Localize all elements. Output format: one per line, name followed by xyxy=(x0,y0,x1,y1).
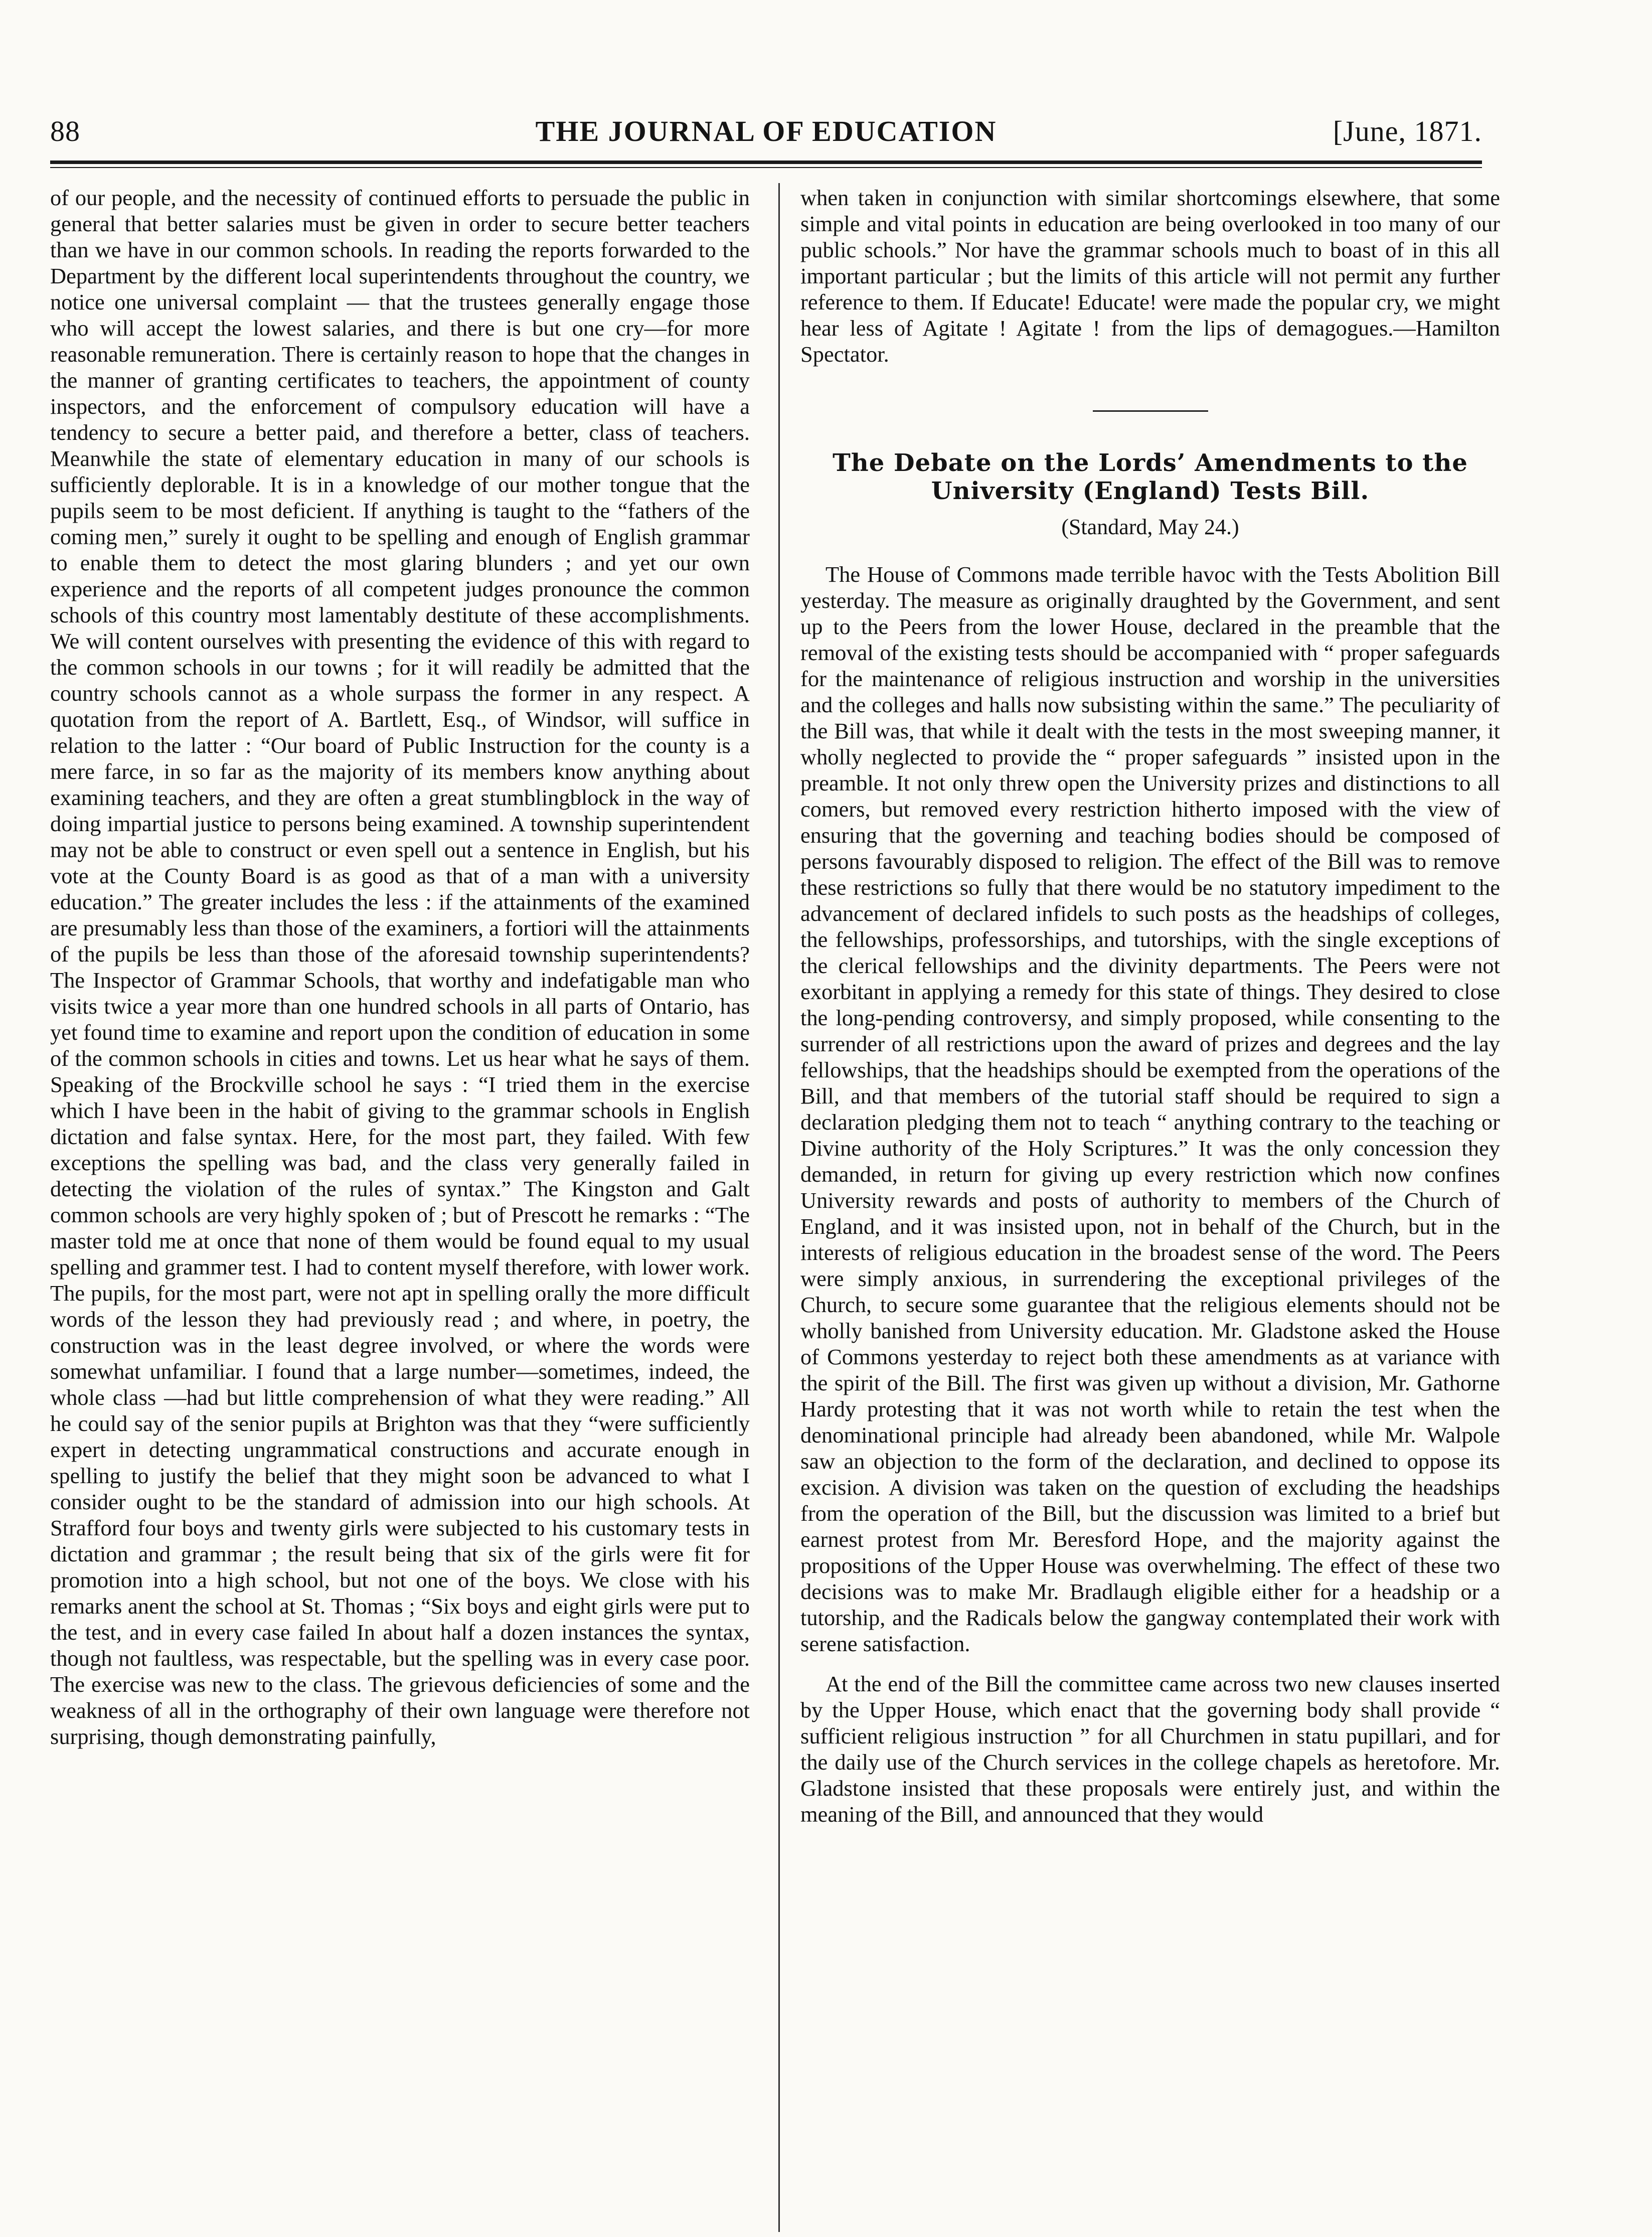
article-paragraph-2: At the end of the Bill the committee came across two new clauses inserted by the Upper House, which enact that the governing body shall provide “ sufficient religious instruction ” for all Churchmen in statu pupillari, and for the daily use of the Church services in the college chapels as heretofore. Mr. Gladstone insisted that these proposals were entirely just, and within the meaning of the Bill, and announced that they would xyxy=(800,1671,1500,1827)
page-header xyxy=(50,114,1482,154)
journal-title: THE JOURNAL OF EDUCATION xyxy=(535,115,997,147)
left-column-text: of our people, and the necessity of continued efforts to persuade the public in general that better salaries must be given in order to secure better teachers than we have in our common schools. In reading the reports forwarded to the Department by the different local superintendents throughout the country, we notice one universal complaint — that the trustees generally engage those who will accept the lowest salaries, and there is but one cry—for more reasonable remuneration. There is certainly reason to hope that the changes in the manner of granting certificates to teachers, the appointment of county inspectors, and the enforcement of compulsory education will have a tendency to secure a better paid, and therefore a better, class of teachers. Meanwhile the state of elementary education in many of our schools is sufficiently deplorable. It is in a knowledge of our mother tongue that the pupils seem to be most deficient. If anything is taught to the “fathers of the coming men,” surely it ought to be spelling and enough of English grammar to enable them to detect the most glaring blunders ; and yet our own experience and the reports of all competent judges pronounce the common schools of this country most lamentably destitute of these accomplishments. We will content ourselves with presenting the evidence of this with regard to the common schools in our towns ; for it will readily be admitted that the country schools cannot as a whole surpass the former in any respect. A quotation from the report of A. Bartlett, Esq., of Windsor, will suffice in relation to the latter : “Our board of Public Instruction for the county is a mere farce, in so far as the majority of its members know anything about examining teachers, and they are often a great stumblingblock in the way of doing impartial justice to persons being examined. A township superintendent may not be able to construct or even spell out a sentence in English, but his vote at the County Board is as good as that of a man with a university education.” The greater includes the less : if the attainments of the examined are presumably less than those of the examiners, a fortiori will the attainments of the pupils be less than those of the aforesaid township superintendents? The Inspector of Grammar Schools, that worthy and indefatigable man who visits twice a year more than one hundred schools in all parts of Ontario, has yet found time to examine and report upon the condition of education in some of the common schools in cities and towns. Let us hear what he says of them. Speaking of the Brockville school he says : “I tried them in the exercise which I have been in the habit of giving to the grammar schools in English dictation and false syntax. Here, for the most part, they failed. With few exceptions the spelling was bad, and the class very generally failed in detecting the violation of the rules of syntax.” The Kingston and Galt common schools are very highly spoken of ; but of Prescott he remarks : “The master told me at once that none of them would be found equal to my usual spelling and grammer test. I had to content myself therefore, with lower work. The pupils, for the most part, were not apt in spelling orally the more difficult words of the lesson they had previously read ; and where, in poetry, the construction was in the least degree involved, or where the words were somewhat unfamiliar. I found that a large number—sometimes, indeed, the whole class —had but little comprehension of what they were reading.” All he could say of the senior pupils at Brighton was that they “were sufficiently expert in detecting ungrammatical constructions and accurate enough in spelling to justify the belief that they might soon be advanced to what I consider ought to be the standard of admission into our high schools. At Strafford four boys and twenty girls were subjected to his customary tests in dictation and grammar ; the result being that six of the girls were fit for promotion into a high school, but not one of the boys. We close with his remarks anent the school at St. Thomas ; “Six boys and eight girls were put to the test, and in every case failed In about half a dozen instances the syntax, though not faultless, was respectable, but the spelling was in every case poor. The exercise was new to the class. The grievous deficiencies of some and the weakness of all in the orthography of their own language were therefore not surprising, though demonstrating painfully, xyxy=(50,185,750,1749)
issue-date: [June, 1871. xyxy=(1333,115,1482,147)
page-number: 88 xyxy=(50,115,80,147)
header-rule-thin xyxy=(50,167,1482,168)
article-separator xyxy=(1093,410,1208,412)
article-paragraph-1: The House of Commons made terrible havoc with the Tests Abolition Bill yesterday. The measure as originally draughted by the Government, and sent up to the Peers from the lower House, declared in the preamble that the removal of the existing tests should be accompanied with “ proper safeguards for the maintenance of religious instruction and worship in the universities and the colleges and halls now subsisting within the same.” The peculiarity of the Bill was, that while it dealt with the tests in the most sweeping manner, it wholly neglected to provide the “ proper safeguards ” insisted upon in the preamble. It not only threw open the University prizes and distinctions to all comers, but removed every restriction hitherto imposed with the view of ensuring that the governing and teaching bodies should be composed of persons favourably disposed to religion. The effect of the Bill was to remove these restrictions so fully that there would be no statutory impediment to the advancement of declared infidels to such posts as the headships of colleges, the fellowships, professorships, and tutorships, with the single exceptions of the clerical fellowships and the divinity departments. The Peers were not exorbitant in applying a remedy for this state of things. They desired to close the long-pending controversy, and simply proposed, while consenting to the surrender of all restrictions upon the award of prizes and degrees and the lay fellowships, that the headships should be exempted from the operations of the Bill, and that members of the tutorial staff should be required to sign a declaration pledging them not to teach “ anything contrary to the teaching or Divine authority of the Holy Scriptures.” It was the only concession they demanded, in return for giving up every restriction which now confines University rewards and posts of authority to members of the Church of England, and it was insisted upon, not in behalf of the Church, but in the interests of religious education in the broadest sense of the word. The Peers were simply anxious, in surrendering the exceptional privileges of the Church, to secure some guarantee that the religious elements should not be wholly banished from University education. Mr. Gladstone asked the House of Commons yesterday to reject both these amendments as at variance with the spirit of the Bill. The first was given up without a division, Mr. Gathorne Hardy protesting that it was not worth while to retain the test when the denominational principle had already been abandoned, while Mr. Walpole saw an objection to the form of the declaration, and declined to oppose its excision. A division was taken on the question of excluding the headships from the operation of the Bill, but the discussion was limited to a brief but earnest protest from Mr. Beresford Hope, and the majority against the propositions of the Upper House was overwhelming. The effect of these two decisions was to make Mr. Bradlaugh eligible either for a headship or a tutorship, and the Radicals below the gangway contemplated their work with serene satisfaction. xyxy=(800,562,1500,1656)
article-source: (Standard, May 24.) xyxy=(1061,515,1239,539)
header-rule-thick xyxy=(50,161,1482,164)
right-column xyxy=(800,185,1500,1827)
left-column xyxy=(50,185,750,1749)
continuation-paragraph: when taken in conjunction with similar shortcomings elsewhere, that some simple and vital points in education are being overlooked in too many of our public schools.” Nor have the grammar schools much to boast of in this all important particular ; but the limits of this article will not permit any further reference to them. If Educate! Educate! were made the popular cry, we might hear less of Agitate ! Agitate ! from the lips of demagogues.—Hamilton Spectator. xyxy=(800,185,1500,367)
article-title: The Debate on the Lords’ Amendments to the University (England) Tests Bill. xyxy=(833,449,1468,505)
column-divider xyxy=(778,183,780,2232)
